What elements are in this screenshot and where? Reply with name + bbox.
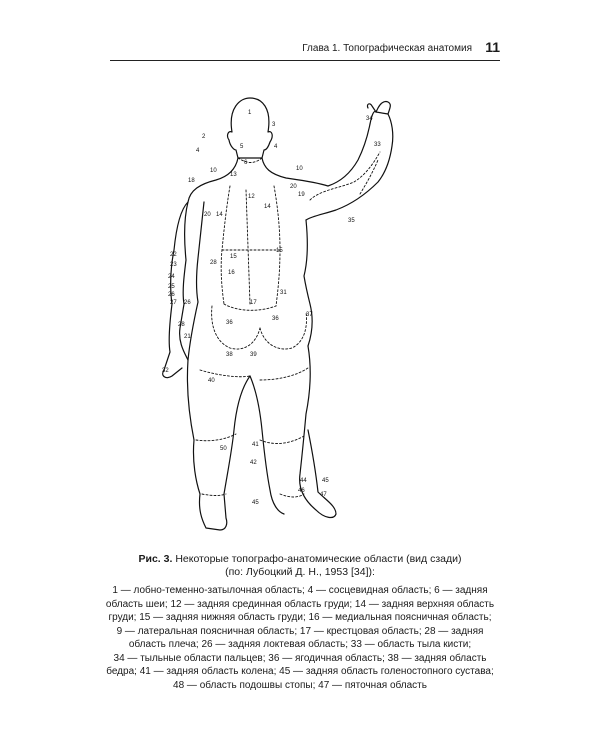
region-number: 4 xyxy=(196,148,200,154)
region-number: 27 xyxy=(170,300,177,306)
region-number: 47 xyxy=(320,492,327,498)
region-number: 20 xyxy=(204,212,211,218)
region-number: 41 xyxy=(252,442,259,448)
region-number: 15 xyxy=(276,248,283,254)
anatomy-figure xyxy=(140,90,440,550)
legend-line: область плеча; 26 — задняя локтевая область; 33 — область тыла кисти; xyxy=(128,639,472,650)
region-number: 33 xyxy=(374,142,381,148)
chapter-title: Глава 1. Топографическая анатомия xyxy=(302,43,472,54)
region-number: 16 xyxy=(228,270,235,276)
region-number: 2 xyxy=(202,134,206,140)
region-number: 26 xyxy=(168,292,175,298)
legend-line: область шеи; 12 — задняя срединная область груди; 14 — задняя верхняя область xyxy=(105,598,495,610)
region-number: 5 xyxy=(240,144,244,150)
region-number: 3 xyxy=(272,122,276,128)
figure-label: Рис. 3. xyxy=(138,553,173,565)
figure-caption xyxy=(100,553,500,579)
left-leg-outline xyxy=(187,360,250,530)
region-number: 17 xyxy=(250,300,257,306)
region-number: 40 xyxy=(208,378,215,384)
region-number: 44 xyxy=(300,478,307,484)
region-number: 28 xyxy=(210,260,217,266)
region-number: 4 xyxy=(274,144,278,150)
figure-source: (по: Лубоцкий Д. Н., 1953 [34]): xyxy=(225,566,375,578)
region-number: 46 xyxy=(298,488,305,494)
region-number: 10 xyxy=(210,168,217,174)
region-number: 19 xyxy=(298,192,305,198)
region-number: 14 xyxy=(216,212,223,218)
region-number: 45 xyxy=(322,478,329,484)
head-outline xyxy=(228,98,273,158)
region-number: 18 xyxy=(188,178,195,184)
legend-line: 1 — лобно-теменно-затылочная область; 4 — сосцевидная область; 6 — задняя xyxy=(112,585,488,596)
figure-legend xyxy=(100,584,500,692)
region-number: 37 xyxy=(306,312,313,318)
region-number: 14 xyxy=(264,204,271,210)
region-number: 36 xyxy=(272,316,279,322)
region-number: 12 xyxy=(248,194,255,200)
region-number: 1 xyxy=(248,110,252,116)
region-number: 32 xyxy=(162,368,169,374)
region-number: 13 xyxy=(230,172,237,178)
region-number: 50 xyxy=(220,446,227,452)
raised-arm-outline xyxy=(306,112,393,221)
region-number: 15 xyxy=(230,254,237,260)
legend-line: груди; 15 — задняя нижняя область груди; 16 — медиальная поясничная область; xyxy=(108,612,492,623)
region-number: 23 xyxy=(170,262,177,268)
region-number: 36 xyxy=(226,320,233,326)
region-number: 31 xyxy=(280,290,287,296)
running-header xyxy=(110,40,500,61)
region-number: 10 xyxy=(296,166,303,172)
region-number: 39 xyxy=(250,352,257,358)
region-number: 38 xyxy=(226,352,233,358)
legend-line: бедра; 41 — задняя область колена; 45 — задняя область голеностопного сустава; xyxy=(106,666,494,677)
region-number: 26 xyxy=(184,300,191,306)
region-number: 6 xyxy=(244,160,248,166)
page-number: 11 xyxy=(485,39,500,55)
body-outline-illustration xyxy=(140,90,440,550)
figure-title: Некоторые топографо-анатомические области (вид сзади) xyxy=(175,553,462,565)
region-number: 20 xyxy=(290,184,297,190)
region-number: 45 xyxy=(252,500,259,506)
region-number: 42 xyxy=(250,460,257,466)
region-number: 35 xyxy=(348,218,355,224)
region-number: 24 xyxy=(168,274,175,280)
region-number: 34 xyxy=(366,116,373,122)
legend-line: 34 — тыльные области пальцев; 36 — ягодичная область; 38 — задняя область xyxy=(113,652,487,664)
region-number: 25 xyxy=(168,284,175,290)
region-number: 21 xyxy=(184,334,191,340)
legend-line: 48 — область подошвы стопы; 47 — пяточная область xyxy=(173,679,427,691)
right-leg-outline xyxy=(300,346,336,517)
region-number: 22 xyxy=(170,252,177,258)
legend-line: 9 — латеральная поясничная область; 17 — крестцовая область; 28 — задняя xyxy=(116,625,484,637)
region-number: 28 xyxy=(178,322,185,328)
